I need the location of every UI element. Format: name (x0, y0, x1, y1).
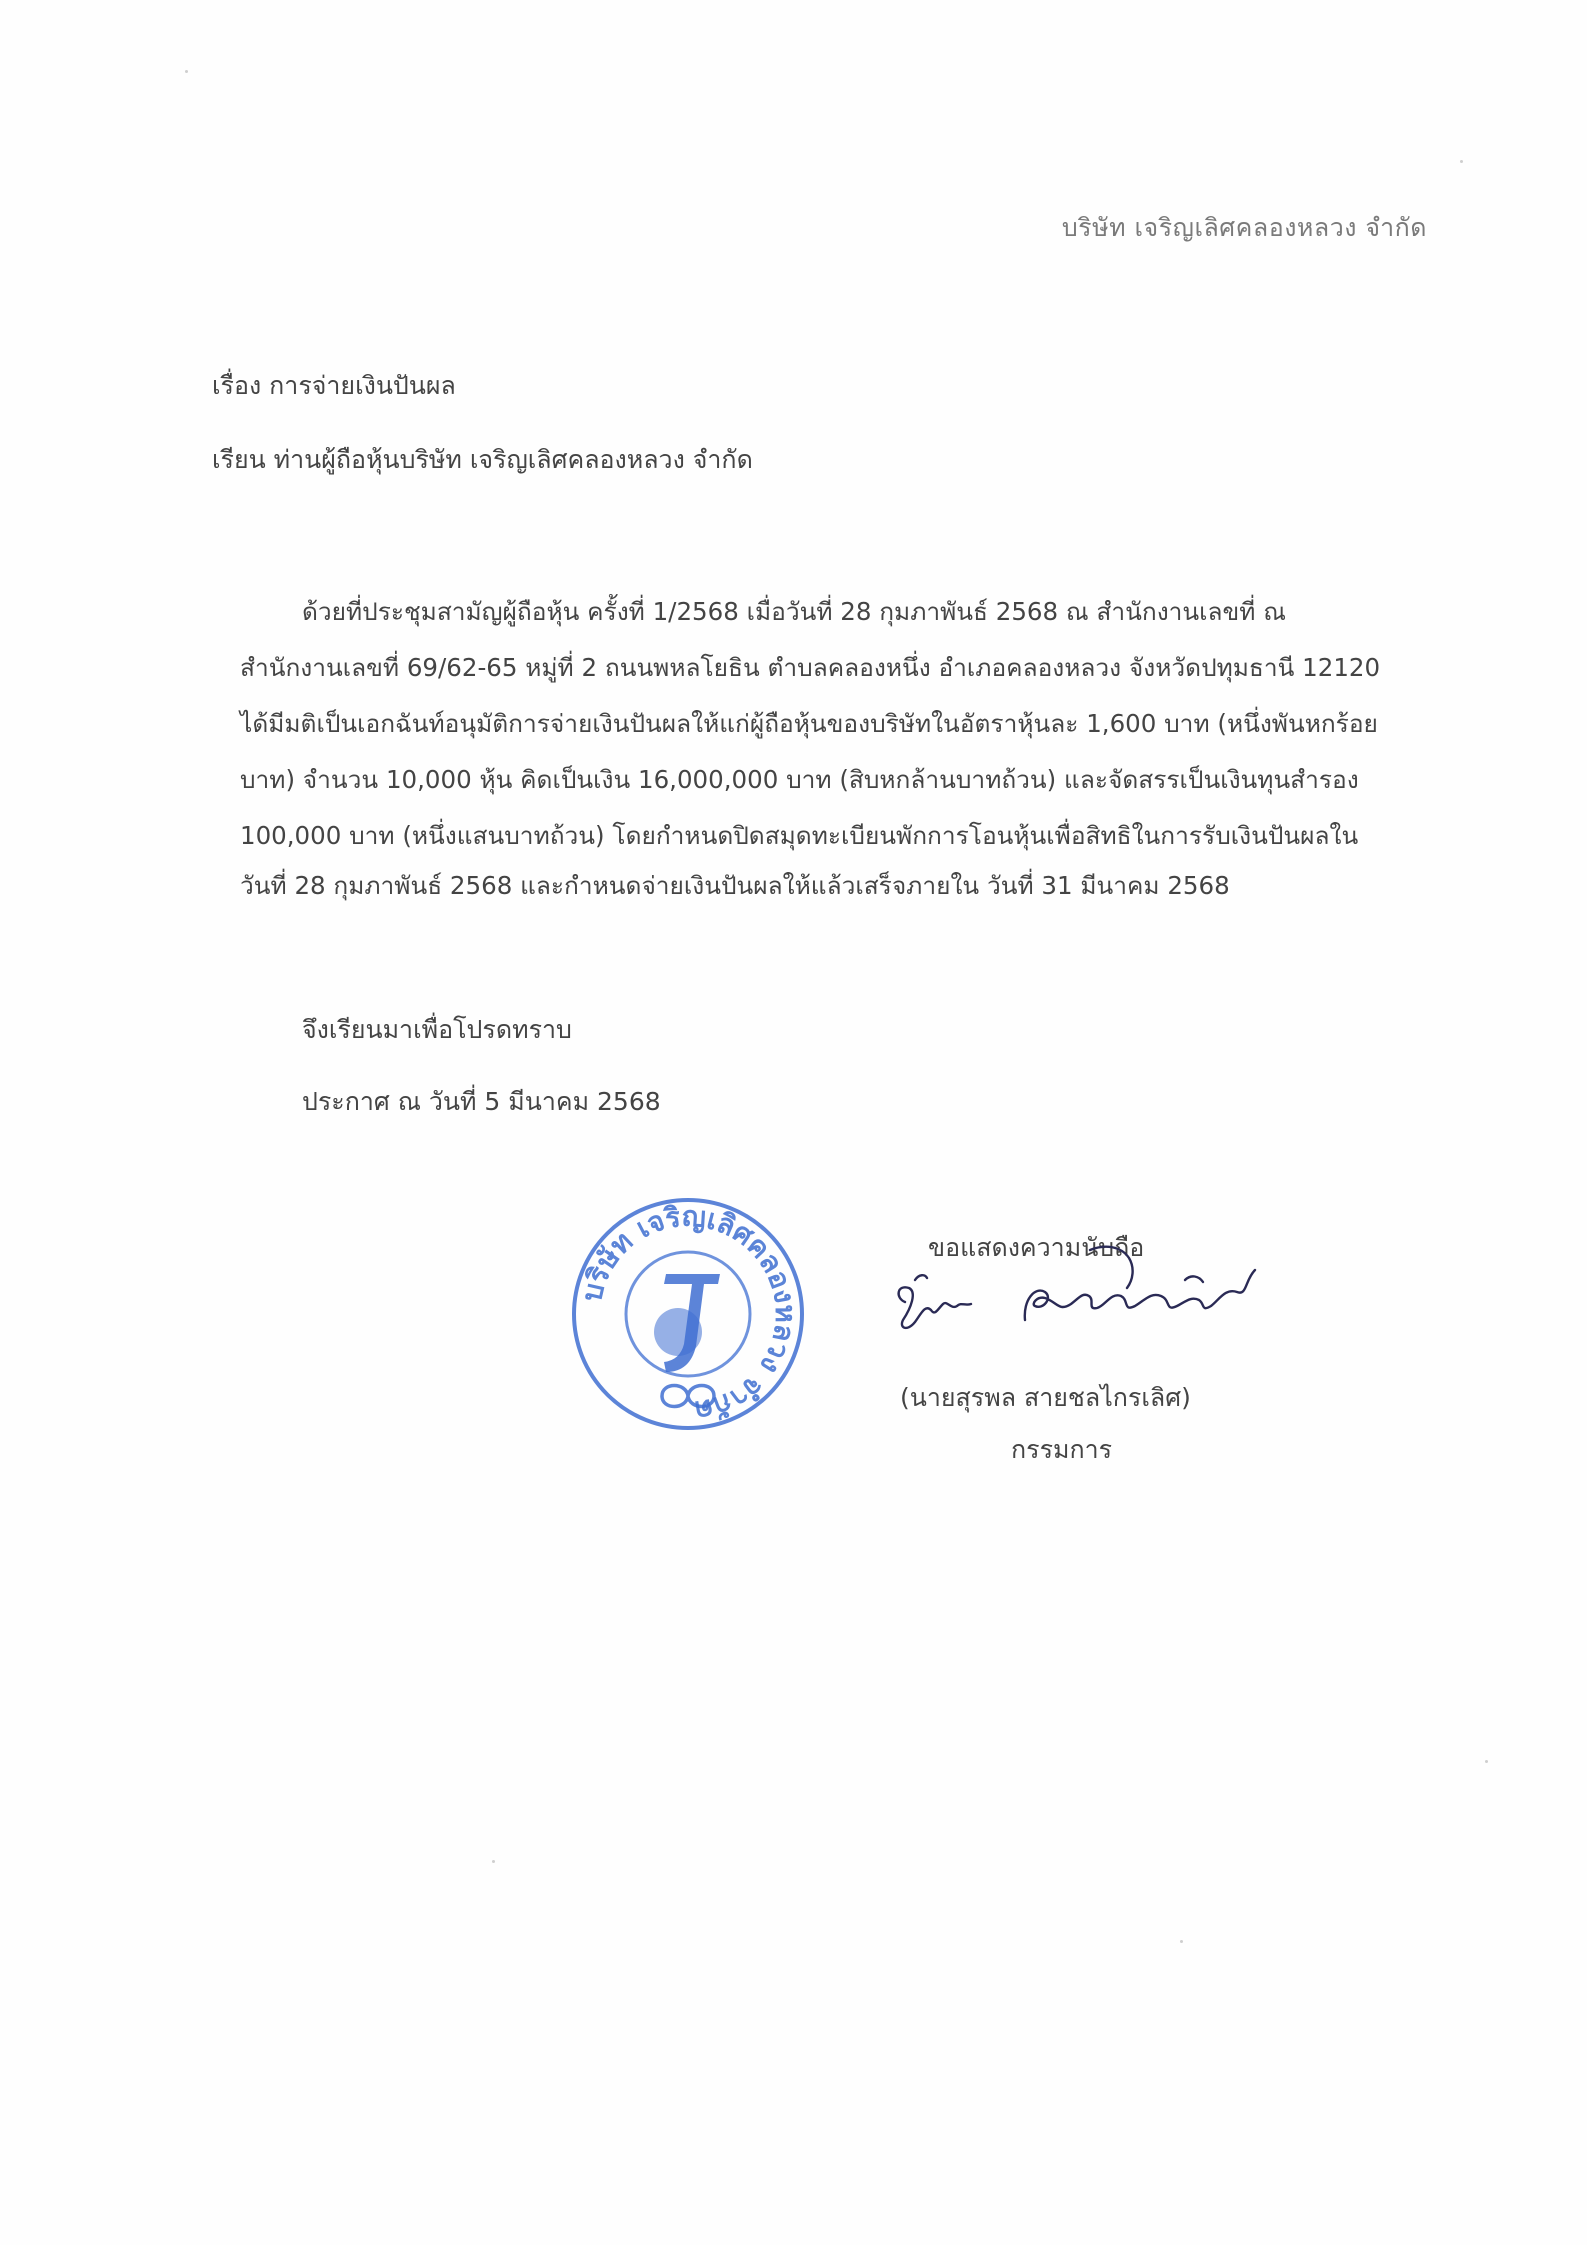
scan-speck (185, 70, 188, 73)
scan-speck (1180, 1940, 1183, 1943)
company-header: บริษัท เจริญเลิศคลองหลวง จำกัด (1061, 213, 1427, 242)
body-line: 100,000 บาท (หนึ่งแสนบาทถ้วน) โดยกำหนดปิดสมุดทะเบียนพักการโอนหุ้นเพื่อสิทธิในการรับเงินปันผลใน (240, 821, 1359, 850)
subject-line: เรื่อง การจ่ายเงินปันผล (212, 371, 456, 400)
regards-line: ขอแสดงความนับถือ (928, 1233, 1145, 1262)
signer-title: กรรมการ (1011, 1435, 1113, 1464)
body-line: สำนักงานเลขที่ 69/62-65 หมู่ที่ 2 ถนนพหลโยธิน ตำบลคลองหนึ่ง อำเภอคลองหลวง จังหวัดปทุมธานี 12120 (240, 653, 1381, 682)
scan-speck (1460, 160, 1463, 163)
scan-speck (492, 1860, 495, 1863)
salutation-line: เรียน ท่านผู้ถือหุ้นบริษัท เจริญเลิศคลองหลวง จำกัด (212, 445, 753, 474)
signer-name: (นายสุรพล สายชลไกรเลิศ) (900, 1383, 1191, 1412)
svg-text:บริษัท เจริญเลิศคลองหลวง จำกัด: บริษัท เจริญเลิศคลองหลวง จำกัด (574, 1199, 803, 1428)
body-line: ได้มีมติเป็นเอกฉันท์อนุมัติการจ่ายเงินปันผลให้แก่ผู้ถือหุ้นของบริษัทในอัตราหุ้นละ 1,600 บาท (หนึ่งพันหกร้อย (240, 709, 1378, 738)
body-line: ด้วยที่ประชุมสามัญผู้ถือหุ้น ครั้งที่ 1/2568 เมื่อวันที่ 28 กุมภาพันธ์ 2568 ณ สำนักงานเลขที่ ณ (302, 597, 1286, 626)
closing-line: จึงเรียนมาเพื่อโปรดทราบ (302, 1015, 572, 1044)
body-line: วันที่ 28 กุมภาพันธ์ 2568 และกำหนดจ่ายเงินปันผลให้แล้วเสร็จภายใน วันที่ 31 มีนาคม 2568 (240, 871, 1230, 900)
scan-speck (1485, 1760, 1488, 1763)
announcement-date: ประกาศ ณ วันที่ 5 มีนาคม 2568 (302, 1087, 661, 1116)
handwritten-signature-icon (885, 1240, 1285, 1360)
company-seal-icon (570, 1196, 806, 1432)
body-line: บาท) จำนวน 10,000 หุ้น คิดเป็นเงิน 16,000,000 บาท (สิบหกล้านบาทถ้วน) และจัดสรรเป็นเงินทุนสำรอง (240, 765, 1359, 794)
